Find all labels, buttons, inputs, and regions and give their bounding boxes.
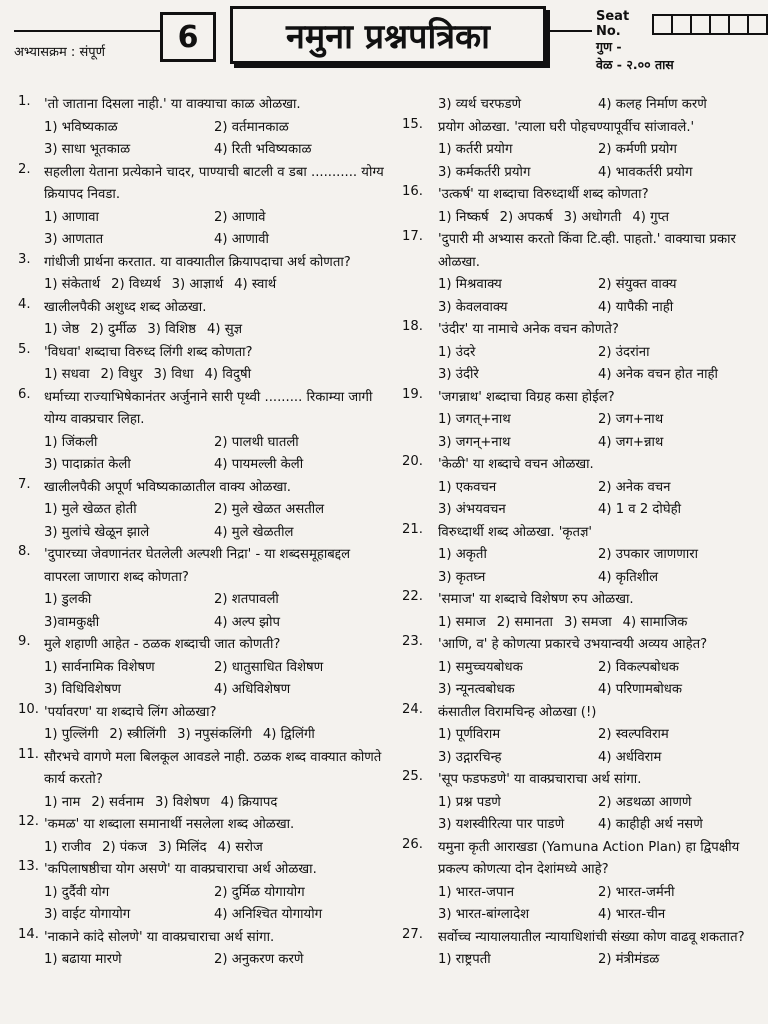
answer-options [438,612,758,635]
answer-option: 2) उंदरांना [598,344,650,360]
answer-options [44,792,384,815]
answer-options [438,657,758,702]
question-text: 'समाज' या शब्दाचे विशेषण रुप ओळखा. [438,592,634,607]
answer-option: 1) सार्वनामिक विशेषण [44,659,155,675]
question-text: 'जगन्नाथ' शब्दाचा विग्रह कसा होईल? [438,389,615,405]
question-text: 'कपिलाषष्ठीचा योग असणे' या वाक्प्रचाराचा अर्थ ओळखा. [44,862,317,877]
question-item [402,927,758,972]
answer-option: 3) केवलवाक्य [438,299,508,315]
answer-option: 3) साधा भूतकाळ [44,142,131,157]
answer-option: 3) विशिष्ठ [147,322,196,337]
answer-option: 2) मंत्रीमंडळ [598,952,660,967]
answer-option: 2) अपकर्ष [499,209,553,225]
answer-options [44,724,384,747]
answer-option: 1) मिश्रवाक्य [438,277,502,292]
answer-option: 2) शतपावली [214,592,279,607]
answer-option: 1) एकवचन [438,479,497,495]
answer-options [438,882,758,927]
answer-options [438,409,758,454]
answer-option: 4) भारत-चीन [598,907,666,922]
answer-option: 3) जगन्+नाथ [438,434,511,450]
answer-options [438,949,758,972]
paper-header [0,0,768,88]
question-item [402,837,758,927]
answer-options [438,477,758,522]
question-number: 9. [18,634,31,649]
answer-option: 3) यशस्वीरित्या पार पाडणे [438,817,565,832]
question-text: 'उंदीर' या नामाचे अनेक वचन कोणते? [438,322,619,337]
answer-option: 2) सर्वनाम [91,794,144,810]
question-text: सहलीला येताना प्रत्येकाने चादर, पाण्याची बाटली व डबा ........... योग्य क्रियापद निवडा. [44,164,384,202]
question-item [18,927,384,972]
answer-option: 4) सरोज [217,839,263,855]
answer-option: 4) स्वार्थ [234,277,277,292]
question-text: खालीलपैकी अशुध्द शब्द ओळखा. [44,299,207,315]
question-text: मुले शहाणी आहेत - ठळक शब्दाची जात कोणती? [44,637,281,652]
question-item [18,747,384,815]
answer-option: 2) पंकज [102,839,148,855]
question-number: 8. [18,544,31,559]
answer-option: 1) प्रश्न पडणे [438,794,501,810]
question-item [18,702,384,747]
answer-option: 1) नाम [44,794,81,810]
answer-option: 3) कर्मकर्तरी प्रयोग [438,164,531,180]
answer-option: 2) विधुर [100,367,143,382]
question-number: 19. [402,386,423,402]
answer-option: 2) भारत-जर्मनी [598,884,675,900]
question-number: 23. [402,634,423,649]
answer-option: 4) 1 व 2 दोघेही [598,502,682,517]
answer-options [438,724,758,769]
question-number: 14. [18,926,39,942]
question-item [18,252,384,297]
answer-option: 1) डुलकी [44,592,92,607]
answer-option: 4) भावकर्तरी प्रयोग [598,164,693,180]
answer-option: 2) मुले खेळत असतील [214,502,325,517]
question-text: यमुना कृती आराखडा (Yamuna Action Plan) हा द्विपक्षीय प्रकल्प कोणत्या दोन देशांमध्ये आहे? [438,839,740,877]
answer-option: 3) पादाक्रांत केली [44,457,131,472]
answer-option: 1) जिंकली [44,434,98,450]
time-label: वेळ - २.०० तास [596,57,674,72]
question-item [402,769,758,837]
question-number: 25. [402,769,423,784]
marks-time-block [596,38,674,74]
answer-option: 4) रिती भविष्यकाळ [214,142,312,157]
question-number: 2. [18,161,31,177]
answer-option: 1) राजीव [44,839,92,855]
question-item [18,477,384,545]
answer-option: 2) विकल्पबोधक [598,659,679,675]
answer-option: 4) आणावी [214,232,269,247]
left-question-column [18,94,384,972]
answer-option: 1) उंदरे [438,344,476,360]
question-text: 'विधवा' शब्दाचा विरुध्द लिंगी शब्द कोणता? [44,344,253,360]
question-item [402,229,758,319]
answer-option: 2) अनुकरण करणे [214,952,304,967]
answer-option: 2) पालथी घातली [214,434,299,450]
answer-option: 1) पुल्लिंगी [44,727,99,742]
question-item [402,117,758,185]
answer-option: 4) क्रियापद [220,794,278,810]
question-number: 15. [402,116,423,132]
question-text: विरुध्दार्थी शब्द ओळखा. 'कृतज्ञ' [438,524,593,540]
answer-option: 2) दुर्मिळ योगायोग [214,884,305,900]
answer-option: 2) अडथळा आणणे [598,794,692,810]
answer-option: 4) जग+न्नाथ [598,434,664,450]
answer-option: 1) राष्ट्रपती [438,952,491,967]
answer-options [438,274,758,319]
answer-option: 1) दुर्दैवी योग [44,884,110,900]
question-number: 3. [18,251,31,267]
question-item [18,859,384,927]
question-text: 'पर्यावरण' या शब्दाचे लिंग ओळखा? [44,704,217,720]
question-number: 20. [402,454,423,469]
answer-options [44,589,384,634]
right-question-column [402,94,758,972]
question-number: 12. [18,814,39,829]
question-item [402,184,758,229]
question-text: गांधीजी प्रार्थना करतात. या वाक्यातील क्रियापदाचा अर्थ कोणता? [44,254,351,270]
answer-option: 2) वर्तमानकाळ [214,119,289,135]
answer-options [44,364,384,387]
answer-option: 4) यापैकी नाही [598,299,674,315]
question-item [402,589,758,634]
answer-option: 2) धातुसाधित विशेषण [214,659,324,675]
question-number: 13. [18,859,39,874]
course-label: अभ्यासक्रम : संपूर्ण [14,45,106,60]
question-item [18,342,384,387]
answer-option: 2) उपकार जाणणारा [598,547,699,562]
question-text: 'केळी' या शब्दाचे वचन ओळखा. [438,457,594,472]
question-item [18,162,384,252]
answer-option: 1) जेष्ठ [44,322,80,337]
question-item [402,522,758,590]
question-number: 17. [402,229,423,244]
answer-option: 3) समजा [563,614,612,630]
answer-options [438,207,758,230]
answer-option: 3) विधिविशेषण [44,682,121,697]
answer-option: 1) अकृती [438,547,487,562]
answer-option: 3) कृतघ्न [438,569,486,585]
answer-option: 3) अधोगती [563,209,622,225]
answer-option: 3) विधा [153,367,194,382]
answer-option: 3) आणतात [44,232,104,247]
answer-option: 3) मिलिंद [158,839,207,855]
answer-option: 4) गुप्त [632,209,670,225]
answer-option: 3) नपुसंकलिंगी [177,727,252,742]
answer-option: 2) जग+नाथ [598,412,664,427]
answer-options [44,657,384,702]
answer-option: 2) संयुक्त वाक्य [598,277,677,292]
marks-label: गुण - [596,39,622,54]
answer-options [44,882,384,927]
question-text: सर्वोच्च न्यायालयातील न्यायाधिशांची संख्या कोण वाढवू शकतात? [438,929,745,945]
question-text: 'दुपारच्या जेवणानंतर घेतलेली अल्पशी निद्रा' - या शब्दसमूहाबद्दल वापरला जाणारा शब्द कोणता? [44,547,351,585]
answer-option: 4) मुले खेळतील [214,524,294,540]
question-item [18,544,384,634]
answer-option: 3) विशेषण [154,794,210,810]
answer-option: 3) मुलांचे खेळून झाले [44,524,150,540]
answer-option: 1) जगत्+नाथ [438,412,511,427]
answer-option: 3) व्यर्थ चरफडणे [438,97,522,112]
question-number: 24. [402,701,423,717]
answer-option: 2) दुर्मीळ [90,322,137,337]
question-text: 'दुपारी मी अभ्यास करतो किंवा टि.व्ही. पाहतो.' वाक्याचा प्रकार ओळखा. [438,232,736,270]
question-item [18,297,384,342]
question-text: सौरभचे वागणे मला बिलकूल आवडले नाही. ठळक शब्द वाक्यात कोणते कार्य करतो? [44,749,382,787]
answer-option: 2) विध्यर्थ [111,277,161,292]
paper-number: 6 [160,12,216,62]
seat-number-boxes [652,14,768,35]
answer-option: 3) भारत-बांग्लादेश [438,907,530,922]
question-text: 'उत्कर्ष' या शब्दाचा विरुध्दार्थी शब्द कोणता? [438,187,649,202]
answer-option: 1) संकेतार्थ [44,277,101,292]
answer-options [44,117,384,162]
seat-number [596,9,768,39]
question-item [402,702,758,770]
answer-option: 1) भविष्यकाळ [44,119,118,135]
question-text: खालीलपैकी अपूर्ण भविष्यकाळातील वाक्य ओळखा. [44,479,291,495]
question-number: 1. [18,94,31,109]
answer-option: 2) समानता [496,614,553,630]
answer-option: 2) स्वल्पविराम [598,727,669,742]
question-number: 22. [402,589,423,604]
question-number: 26. [402,836,423,852]
answer-option: 4) अर्धविराम [598,749,662,765]
question-number: 10. [18,701,39,717]
answer-option: 3) उद्गारचिन्ह [438,749,502,765]
answer-option: 2) स्त्रीलिंगी [109,727,167,742]
answer-options [438,792,758,837]
question-number: 7. [18,476,31,492]
answer-option: 2) कर्मणी प्रयोग [598,142,677,157]
answer-option: 1) सधवा [44,367,90,382]
question-text: 'नाकाने कांदे सोलणे' या वाक्प्रचाराचा अर्थ सांगा. [44,929,275,945]
answer-options [44,274,384,297]
header-divider [546,30,592,32]
answer-option: 4) द्विलिंगी [262,727,315,742]
question-item [18,634,384,702]
answer-options [44,207,384,252]
question-item [18,387,384,477]
answer-option: 3) आज्ञार्थ [171,277,224,292]
question-text: धर्माच्या राज्याभिषेकानंतर अर्जुनाने सारी पृथ्वी ......... रिकाम्या जागी योग्य वाक्प्रचार लिहा. [44,389,373,427]
answer-option: 4) अधिविशेषण [214,682,291,697]
answer-option: 4) परिणामबोधक [598,682,683,697]
answer-options [438,139,758,184]
answer-option: 1) भारत-जपान [438,884,515,900]
answer-option: 1) आणावा [44,209,99,225]
question-text: 'सूप फडफडणे' या वाक्प्रचाराचा अर्थ सांगा. [438,772,642,787]
question-number: 5. [18,341,31,357]
question-item [18,814,384,859]
question-number: 18. [402,319,423,334]
answer-option: 1) निष्कर्ष [438,209,489,225]
question-number: 27. [402,926,423,942]
answer-option: 1) समाज [438,614,486,630]
question-text: कंसातील विरामचिन्ह ओळखा (!) [438,704,597,720]
answer-option: 4) काहीही अर्थ नसणे [598,817,703,832]
answer-option: 3) अंभयवचन [438,502,506,517]
answer-option: 4) विदुषी [204,367,252,382]
question-text: 'कमळ' या शब्दाला समानार्थी नसलेला शब्द ओळखा. [44,817,295,832]
answer-option: 4) पायमल्ली केली [214,457,304,472]
answer-option: 3) वाईट योगायोग [44,907,131,922]
answer-options [438,342,758,387]
answer-option: 4) अनेक वचन होत नाही [598,367,718,382]
answer-option: 3) न्यूनत्वबोधक [438,682,515,697]
question-number: 16. [402,184,423,199]
header-divider [14,30,160,32]
answer-option: 4) अनिश्चित योगायोग [214,907,323,922]
answer-options [438,94,758,117]
answer-option: 2) अनेक वचन [598,479,671,495]
answer-option: 1) मुले खेळत होती [44,502,137,517]
paper-title: नमुना प्रश्नपत्रिका [230,6,546,64]
answer-option: 1) बढाया मारणे [44,952,122,967]
answer-options [44,837,384,860]
question-item [402,319,758,387]
answer-options [44,432,384,477]
answer-option: 4) कृतिशील [598,569,659,585]
question-number: 4. [18,296,31,312]
answer-option: 4) सुज्ञ [206,322,243,337]
seat-label: Seat No. [596,9,630,39]
question-number: 21. [402,521,423,537]
answer-option: 4) अल्प झोप [214,614,281,630]
answer-option: 4) सामाजिक [622,614,688,630]
answer-options [44,499,384,544]
answer-option: 4) कलह निर्माण करणे [598,97,707,112]
question-text: 'तो जाताना दिसला नाही.' या वाक्याचा काळ ओळखा. [44,97,301,112]
answer-option: 3)वामकुक्षी [44,614,100,630]
question-item [402,94,758,117]
question-number: 6. [18,386,31,402]
answer-option: 2) आणावे [214,209,266,225]
question-text: 'आणि, व' हे कोणत्या प्रकारचे उभयान्वयी अव्यय आहेत? [438,637,708,652]
question-item [18,94,384,162]
answer-options [44,949,384,972]
question-item [402,634,758,702]
answer-option: 1) पूर्णविराम [438,727,501,742]
answer-options [438,544,758,589]
answer-options [44,319,384,342]
question-text: प्रयोग ओळखा. 'त्याला घरी पोहचण्यापूर्वीच सांजावले.' [438,119,695,135]
answer-option: 1) कर्तरी प्रयोग [438,142,513,157]
question-number: 11. [18,746,39,762]
question-item [402,387,758,455]
answer-option: 1) समुच्चयबोधक [438,659,523,675]
answer-option: 3) उंदीरे [438,367,479,382]
question-item [402,454,758,522]
